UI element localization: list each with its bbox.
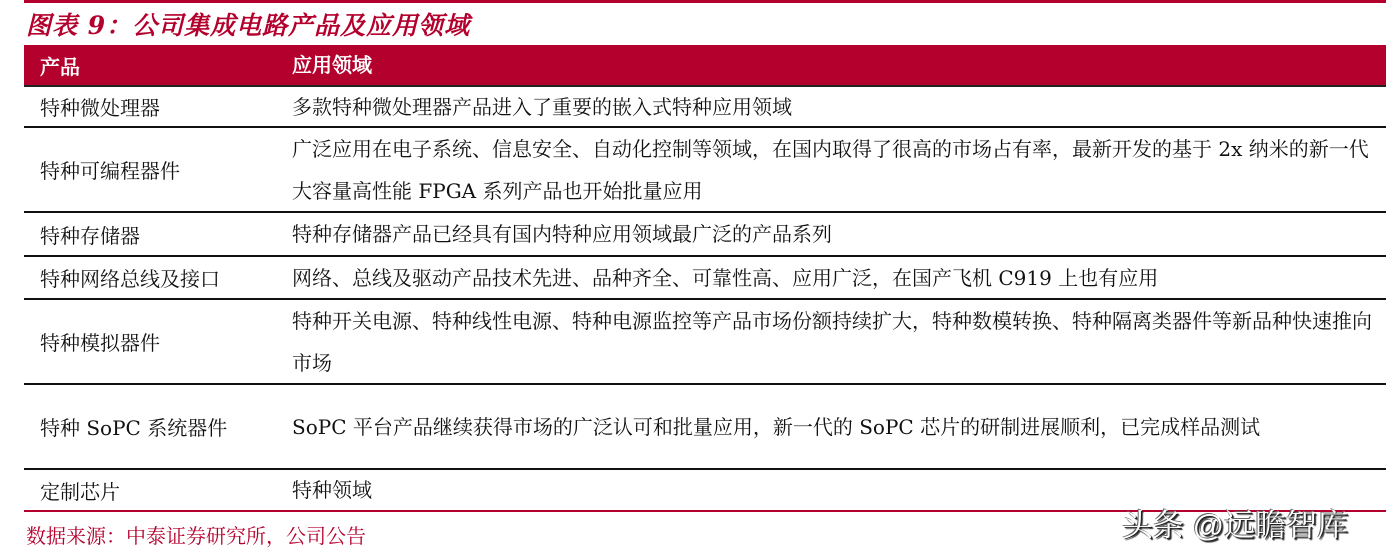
table-row — [24, 257, 1386, 300]
header-product: 产品 — [40, 54, 80, 79]
product-cell: 特种 SoPC 系统器件 — [40, 416, 228, 440]
product-cell: 定制芯片 — [40, 479, 120, 504]
application-cell: 特种存储器产品已经具有国内特种应用领域最广泛的产品系列 — [292, 222, 832, 246]
product-table — [24, 45, 1386, 512]
application-cell: 特种开关电源、特种线性电源、特种电源监控等产品市场份额持续扩大，特种数模转换、特种隔离类器件等新品种快速推向市场 — [292, 308, 1372, 375]
table-row — [24, 87, 1386, 128]
source-note: 数据来源：中泰证券研究所，公司公告 — [26, 524, 366, 548]
product-cell: 特种微处理器 — [40, 96, 160, 120]
table-row — [24, 128, 1386, 213]
product-cell: 特种模拟器件 — [40, 331, 160, 355]
table-header — [24, 45, 1386, 87]
application-cell: 多款特种微处理器产品进入了重要的嵌入式特种应用领域 — [292, 94, 792, 119]
product-cell: 特种存储器 — [40, 223, 140, 248]
application-cell: 网络、总线及驱动产品技术先进、品种齐全、可靠性高、应用广泛，在国产飞机 C919 上也有应用 — [292, 265, 1159, 290]
table-row — [24, 213, 1386, 257]
watermark: 头条 @远瞻智库 — [1122, 508, 1349, 543]
table-row — [24, 300, 1386, 385]
product-cell: 特种网络总线及接口 — [40, 267, 220, 291]
application-cell: 广泛应用在电子系统、信息安全、自动化控制等领域，在国内取得了很高的市场占有率，最新开发的基于 2x 纳米的新一代大容量高性能 FPGA 系列产品也开始批量应用 — [292, 136, 1369, 203]
top-rule — [24, 0, 1386, 3]
application-cell: SoPC 平台产品继续获得市场的广泛认可和批量应用，新一代的 SoPC 芯片的研制进展顺利，已完成样品测试 — [292, 414, 1261, 439]
table-row — [24, 385, 1386, 470]
figure-title: 图表 9：公司集成电路产品及应用领域 — [26, 11, 471, 40]
header-application: 应用领域 — [292, 53, 372, 77]
application-cell: 特种领域 — [292, 478, 372, 502]
product-cell: 特种可编程器件 — [40, 159, 180, 183]
